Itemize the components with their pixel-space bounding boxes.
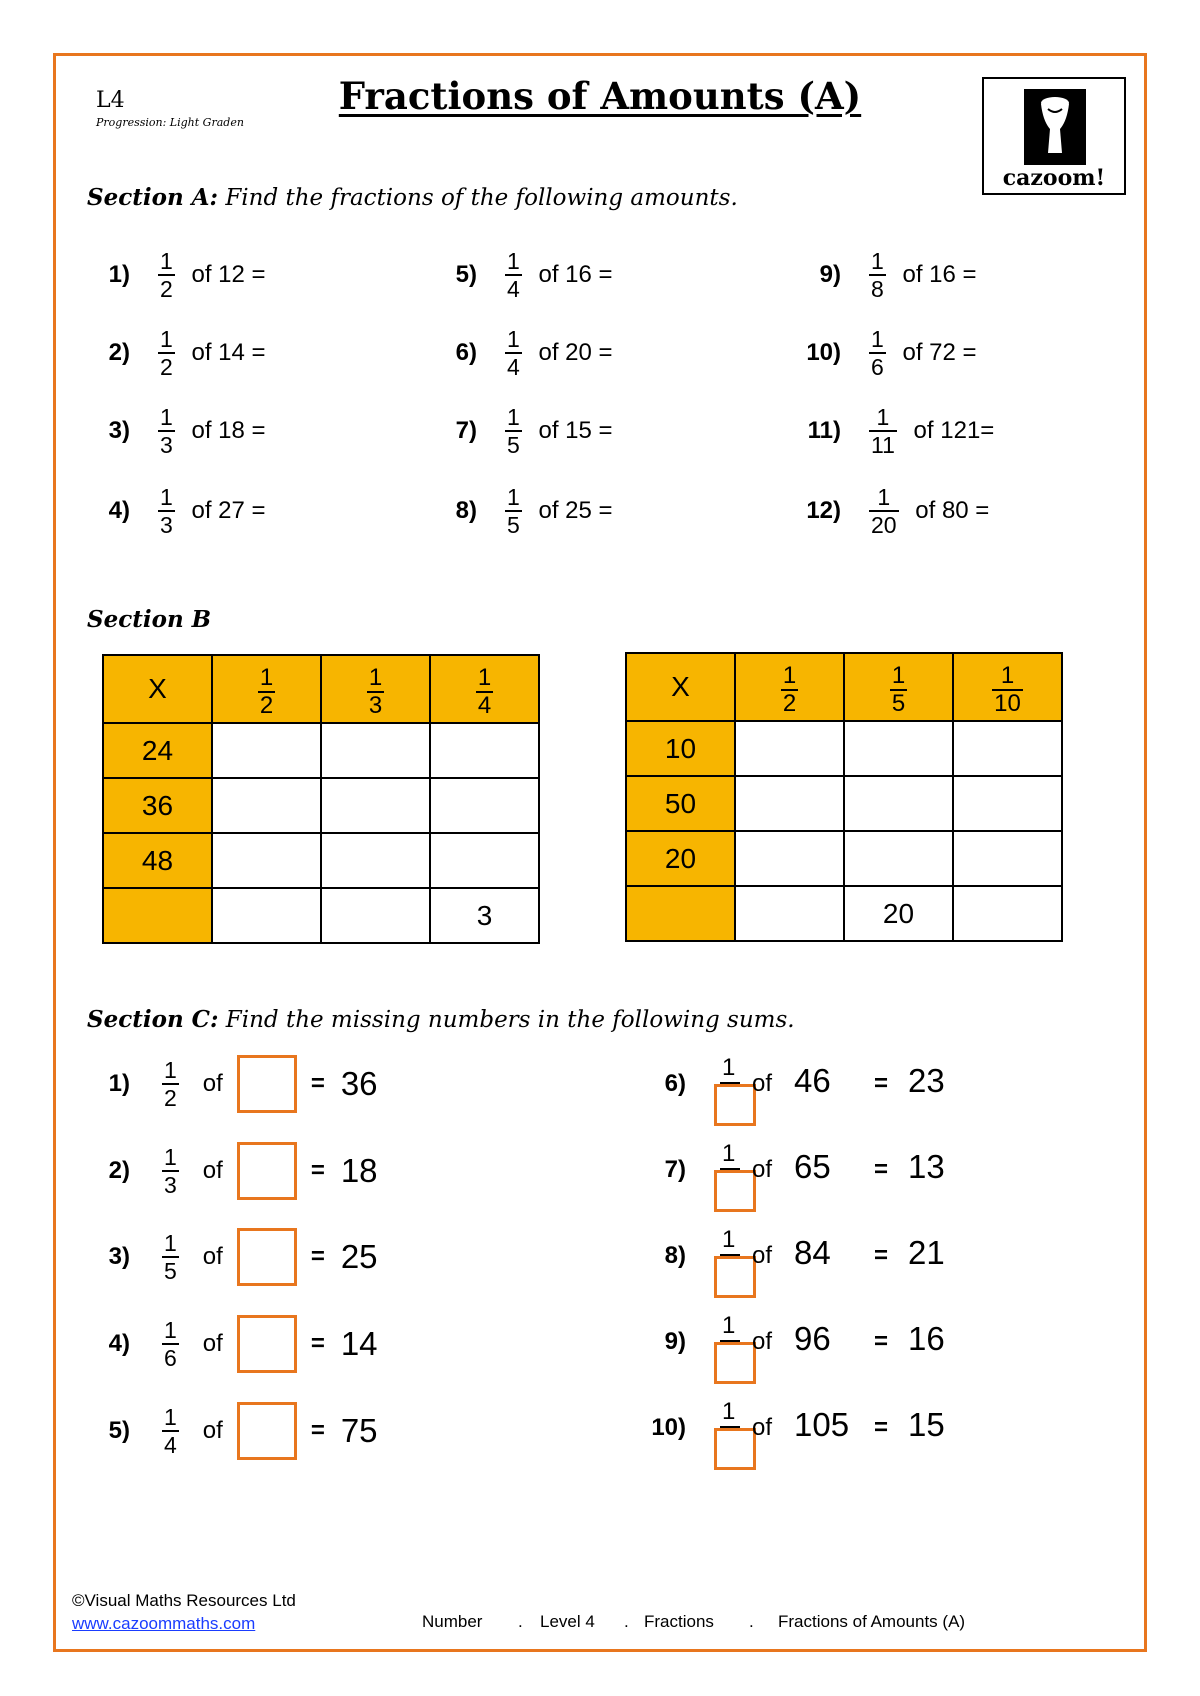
fraction	[158, 248, 175, 302]
header-fraction	[890, 663, 907, 717]
amount-value: 96	[794, 1320, 831, 1357]
section-a-instructions: Find the fractions of the following amounts.	[218, 185, 738, 211]
question-text: of 25 =	[531, 497, 613, 524]
question-number: 6)	[455, 339, 477, 366]
breadcrumb-item: Level 4	[540, 1612, 595, 1631]
fraction	[505, 404, 522, 458]
table-corner: X	[626, 653, 735, 721]
fraction-denominator: 5	[507, 512, 520, 538]
denominator-answer-box[interactable]	[714, 1170, 756, 1212]
fraction-denominator: 2	[782, 689, 797, 717]
missing-question-4	[80, 1309, 378, 1379]
question-number: 11)	[807, 417, 841, 444]
question-number: 7)	[664, 1156, 686, 1183]
fraction-numerator: 1	[722, 1226, 736, 1253]
table-header-cell	[953, 653, 1062, 721]
of-text: of	[202, 1417, 223, 1444]
fraction-denominator: 3	[368, 691, 383, 719]
answer-cell[interactable]	[430, 778, 539, 833]
question-text: of 14 =	[184, 339, 266, 366]
answer-cell[interactable]	[735, 831, 844, 886]
result-value: 25	[340, 1238, 378, 1275]
of-text: of	[752, 1242, 773, 1269]
table-row-label: 24	[103, 723, 212, 778]
answer-cell[interactable]	[953, 721, 1062, 776]
fraction-denominator: 11	[871, 432, 895, 458]
fraction	[158, 404, 175, 458]
question-number: 8)	[664, 1242, 686, 1269]
equals-sign: =	[874, 1242, 889, 1269]
section-a-heading	[87, 184, 738, 211]
table-row-label: 36	[103, 778, 212, 833]
fraction-wrap	[162, 1144, 189, 1198]
footer-copyright-block	[72, 1589, 296, 1635]
fraction-denominator: 5	[164, 1258, 177, 1284]
level-label: L4	[96, 88, 125, 113]
question-text: of 18 =	[184, 417, 266, 444]
answer-cell[interactable]	[735, 721, 844, 776]
missing-question-8	[606, 1224, 1006, 1314]
fraction-numerator: 1	[507, 326, 520, 352]
answer-cell[interactable]	[844, 776, 953, 831]
fraction	[158, 326, 175, 380]
fraction-numerator: 1	[722, 1054, 736, 1081]
question-number: 5)	[455, 261, 477, 288]
table-header-cell	[735, 653, 844, 721]
answer-cell[interactable]	[212, 778, 321, 833]
amount-value: 84	[794, 1234, 831, 1271]
missing-question-9	[606, 1310, 1006, 1400]
page-title: Fractions of Amounts (A)	[338, 74, 862, 118]
question-number: 5)	[108, 1417, 130, 1444]
question-text: of 16 =	[531, 261, 613, 288]
table-row	[103, 833, 539, 888]
answer-box[interactable]	[237, 1142, 297, 1200]
answer-cell[interactable]	[321, 778, 430, 833]
question-text: of 15 =	[531, 417, 613, 444]
question-5	[427, 244, 613, 306]
question-4	[80, 480, 266, 542]
fraction-numerator: 1	[507, 404, 520, 430]
missing-question-5	[80, 1396, 378, 1466]
question-number: 6)	[664, 1070, 686, 1097]
website-link[interactable]: www.cazoommaths.com	[72, 1614, 256, 1633]
answer-cell[interactable]	[953, 886, 1062, 941]
table-row-label: 48	[103, 833, 212, 888]
fraction-numerator: 1	[164, 1404, 177, 1430]
fraction-denominator: 3	[160, 432, 173, 458]
fraction-numerator: 1	[722, 1312, 736, 1339]
question-number: 7)	[455, 417, 477, 444]
table-row	[103, 723, 539, 778]
result-value: 15	[908, 1406, 945, 1443]
amount-value: 105	[794, 1406, 850, 1443]
fraction-numerator: 1	[1000, 661, 1015, 689]
fraction	[162, 1230, 179, 1284]
cazoom-logo	[982, 77, 1126, 195]
equals-sign: =	[874, 1156, 889, 1183]
question-number: 2)	[108, 339, 130, 366]
fraction-numerator: 1	[782, 661, 797, 689]
table-row	[626, 831, 1062, 886]
fraction	[869, 326, 886, 380]
result-value: 14	[340, 1325, 378, 1362]
fraction-denominator: 2	[160, 354, 173, 380]
table-header-cell	[321, 655, 430, 723]
answer-cell[interactable]	[953, 831, 1062, 886]
copyright-text: ©Visual Maths Resources Ltd	[72, 1591, 296, 1610]
table-row	[103, 888, 539, 943]
question-number: 2)	[108, 1157, 130, 1184]
answer-cell[interactable]	[844, 721, 953, 776]
question-number: 3)	[108, 1243, 130, 1270]
fraction	[162, 1057, 179, 1111]
amount-value: 65	[794, 1148, 831, 1185]
question-number: 12)	[806, 497, 841, 524]
fraction-denominator: 20	[871, 512, 897, 538]
table-header-cell	[212, 655, 321, 723]
logo-image	[1024, 89, 1086, 165]
answer-cell[interactable]	[953, 776, 1062, 831]
question-text: of 72 =	[895, 339, 977, 366]
of-text: of	[752, 1328, 773, 1355]
table-header-row	[103, 655, 539, 723]
question-text: of 27 =	[184, 497, 266, 524]
question-6	[427, 322, 613, 384]
answer-cell[interactable]	[321, 723, 430, 778]
equals-sign: =	[310, 1243, 325, 1270]
result-value: 16	[908, 1320, 945, 1357]
question-text: of 20 =	[531, 339, 613, 366]
answer-cell[interactable]	[212, 888, 321, 943]
answer-box[interactable]	[237, 1228, 297, 1286]
answer-cell[interactable]	[212, 723, 321, 778]
fraction-numerator: 1	[876, 404, 890, 430]
breadcrumb-item: Number	[422, 1612, 483, 1631]
fraction-numerator: 1	[722, 1140, 736, 1167]
missing-question-6	[606, 1052, 1006, 1142]
answer-cell[interactable]	[735, 886, 844, 941]
fraction-numerator: 1	[507, 484, 520, 510]
fraction-wrap	[162, 1317, 189, 1371]
question-number: 4)	[108, 497, 130, 524]
result-value: 13	[908, 1148, 945, 1185]
denominator-answer-box[interactable]	[714, 1342, 756, 1384]
question-7	[427, 400, 613, 462]
table-row-label: 50	[626, 776, 735, 831]
answer-cell[interactable]	[430, 723, 539, 778]
of-text: of	[752, 1156, 773, 1183]
fraction-numerator: 1	[164, 1230, 177, 1256]
question-8	[427, 480, 613, 542]
fraction-numerator: 1	[507, 248, 520, 274]
table-row-label	[626, 886, 735, 941]
of-text: of	[202, 1070, 223, 1097]
fraction-denominator: 3	[160, 512, 173, 538]
equals-sign: =	[310, 1330, 325, 1357]
fraction-wrap	[162, 1404, 189, 1458]
section-b-heading	[87, 606, 211, 633]
question-number: 10)	[651, 1414, 686, 1441]
fraction-denominator: 4	[477, 691, 492, 719]
question-text: of 121=	[906, 417, 995, 444]
equals-sign: =	[874, 1414, 889, 1441]
table-row	[626, 721, 1062, 776]
table-corner: X	[103, 655, 212, 723]
section-c-heading	[87, 1006, 795, 1033]
fraction-denominator: 5	[507, 432, 520, 458]
fraction-denominator: 4	[164, 1432, 177, 1458]
question-number: 1)	[108, 1070, 130, 1097]
table-row-label: 20	[626, 831, 735, 886]
result-value: 75	[340, 1412, 378, 1449]
missing-question-7	[606, 1138, 1006, 1228]
fraction-wrap	[162, 1230, 189, 1284]
fraction-numerator: 1	[259, 663, 274, 691]
fraction-denominator: 2	[164, 1085, 177, 1111]
section-a-label: Section A:	[87, 184, 219, 211]
question-number: 10)	[806, 339, 841, 366]
fraction	[162, 1144, 179, 1198]
denominator-answer-box[interactable]	[714, 1428, 756, 1470]
answer-box[interactable]	[237, 1055, 297, 1113]
fraction	[869, 484, 899, 538]
answer-cell[interactable]	[321, 888, 430, 943]
drum-icon	[1038, 95, 1072, 157]
breadcrumb-separator: .	[749, 1612, 754, 1631]
fraction-denominator: 6	[871, 354, 884, 380]
fraction-numerator: 1	[877, 484, 891, 510]
fraction-numerator: 1	[477, 663, 492, 691]
of-text: of	[752, 1414, 773, 1441]
breadcrumb-item: Fractions of Amounts (A)	[778, 1612, 966, 1631]
table-row	[626, 886, 1062, 941]
table-header-cell	[430, 655, 539, 723]
question-1	[80, 244, 266, 306]
answer-cell[interactable]	[430, 833, 539, 888]
answer-cell[interactable]	[735, 776, 844, 831]
fraction-denominator: 4	[507, 354, 520, 380]
denominator-answer-box[interactable]	[714, 1256, 756, 1298]
fraction	[505, 484, 522, 538]
missing-question-3	[80, 1222, 378, 1292]
section-b-label: Section B	[87, 606, 212, 633]
question-9	[791, 244, 977, 306]
question-text: of 16 =	[895, 261, 977, 288]
fraction-denominator: 8	[871, 276, 884, 302]
result-value: 23	[908, 1062, 945, 1099]
fraction-table-2	[625, 652, 1063, 942]
answer-cell[interactable]	[212, 833, 321, 888]
equals-sign: =	[874, 1070, 889, 1097]
answer-cell[interactable]	[844, 831, 953, 886]
section-c-instructions: Find the missing numbers in the following sums.	[218, 1007, 795, 1033]
question-12	[791, 480, 989, 542]
breadcrumb-separator: .	[624, 1612, 629, 1631]
result-value: 36	[340, 1065, 378, 1102]
table-header-row	[626, 653, 1062, 721]
fraction-denominator: 5	[891, 689, 906, 717]
fraction	[869, 248, 886, 302]
fraction	[162, 1317, 179, 1371]
fraction-denominator: 6	[164, 1345, 177, 1371]
question-text: of 80 =	[908, 497, 990, 524]
fraction-numerator: 1	[164, 1317, 177, 1343]
question-number: 9)	[819, 261, 841, 288]
fraction	[158, 484, 175, 538]
answer-box[interactable]	[237, 1315, 297, 1373]
table-row-label: 10	[626, 721, 735, 776]
question-number: 1)	[108, 261, 130, 288]
fraction	[505, 326, 522, 380]
header-fraction	[476, 665, 493, 719]
equals-sign: =	[310, 1417, 325, 1444]
equals-sign: =	[874, 1328, 889, 1355]
header-fraction	[781, 663, 798, 717]
fraction-denominator: 10	[994, 689, 1021, 717]
equals-sign: =	[310, 1070, 325, 1097]
of-text: of	[202, 1330, 223, 1357]
fraction-numerator: 1	[722, 1398, 736, 1425]
denominator-answer-box[interactable]	[714, 1084, 756, 1126]
fraction-wrap	[162, 1057, 189, 1111]
table-row-label	[103, 888, 212, 943]
question-number: 9)	[664, 1328, 686, 1355]
fraction-numerator: 1	[871, 248, 884, 274]
fraction-denominator: 2	[259, 691, 274, 719]
result-value: 18	[340, 1152, 378, 1189]
answer-cell[interactable]	[321, 833, 430, 888]
question-10	[791, 322, 977, 384]
fraction-denominator: 4	[507, 276, 520, 302]
table-row	[103, 778, 539, 833]
fraction-numerator: 1	[871, 326, 884, 352]
result-value: 21	[908, 1234, 945, 1271]
answer-box[interactable]	[237, 1402, 297, 1460]
fraction-numerator: 1	[368, 663, 383, 691]
fraction	[505, 248, 522, 302]
question-text: of 12 =	[184, 261, 266, 288]
question-number: 3)	[108, 417, 130, 444]
question-11	[791, 400, 994, 462]
fraction-denominator: 3	[164, 1172, 177, 1198]
question-3	[80, 400, 266, 462]
breadcrumb-item: Fractions	[644, 1612, 714, 1631]
answer-cell[interactable]: 20	[844, 886, 953, 941]
of-text: of	[752, 1070, 773, 1097]
question-number: 8)	[455, 497, 477, 524]
missing-question-1	[80, 1049, 378, 1119]
fraction-numerator: 1	[160, 404, 173, 430]
fraction-numerator: 1	[164, 1144, 177, 1170]
fraction-numerator: 1	[160, 484, 173, 510]
of-text: of	[202, 1157, 223, 1184]
question-2	[80, 322, 266, 384]
equals-sign: =	[310, 1157, 325, 1184]
fraction-denominator: 2	[160, 276, 173, 302]
logo-text: cazoom!	[1002, 165, 1106, 191]
header-fraction	[367, 665, 384, 719]
header-fraction	[992, 663, 1023, 717]
progression-label: Progression: Light Graden	[96, 116, 244, 129]
question-number: 4)	[108, 1330, 130, 1357]
table-row	[626, 776, 1062, 831]
amount-value: 46	[794, 1062, 831, 1099]
section-c-label: Section C:	[87, 1006, 219, 1033]
fraction-numerator: 1	[160, 326, 173, 352]
fraction-table-1	[102, 654, 540, 944]
of-text: of	[202, 1243, 223, 1270]
missing-question-10	[606, 1396, 1006, 1486]
fraction-numerator: 1	[891, 661, 906, 689]
table-header-cell	[844, 653, 953, 721]
fraction	[162, 1404, 179, 1458]
fraction-numerator: 1	[160, 248, 173, 274]
missing-question-2	[80, 1136, 378, 1206]
fraction	[869, 404, 897, 458]
answer-cell[interactable]: 3	[430, 888, 539, 943]
header-fraction	[258, 665, 275, 719]
breadcrumb-separator: .	[518, 1612, 523, 1631]
fraction-numerator: 1	[164, 1057, 177, 1083]
